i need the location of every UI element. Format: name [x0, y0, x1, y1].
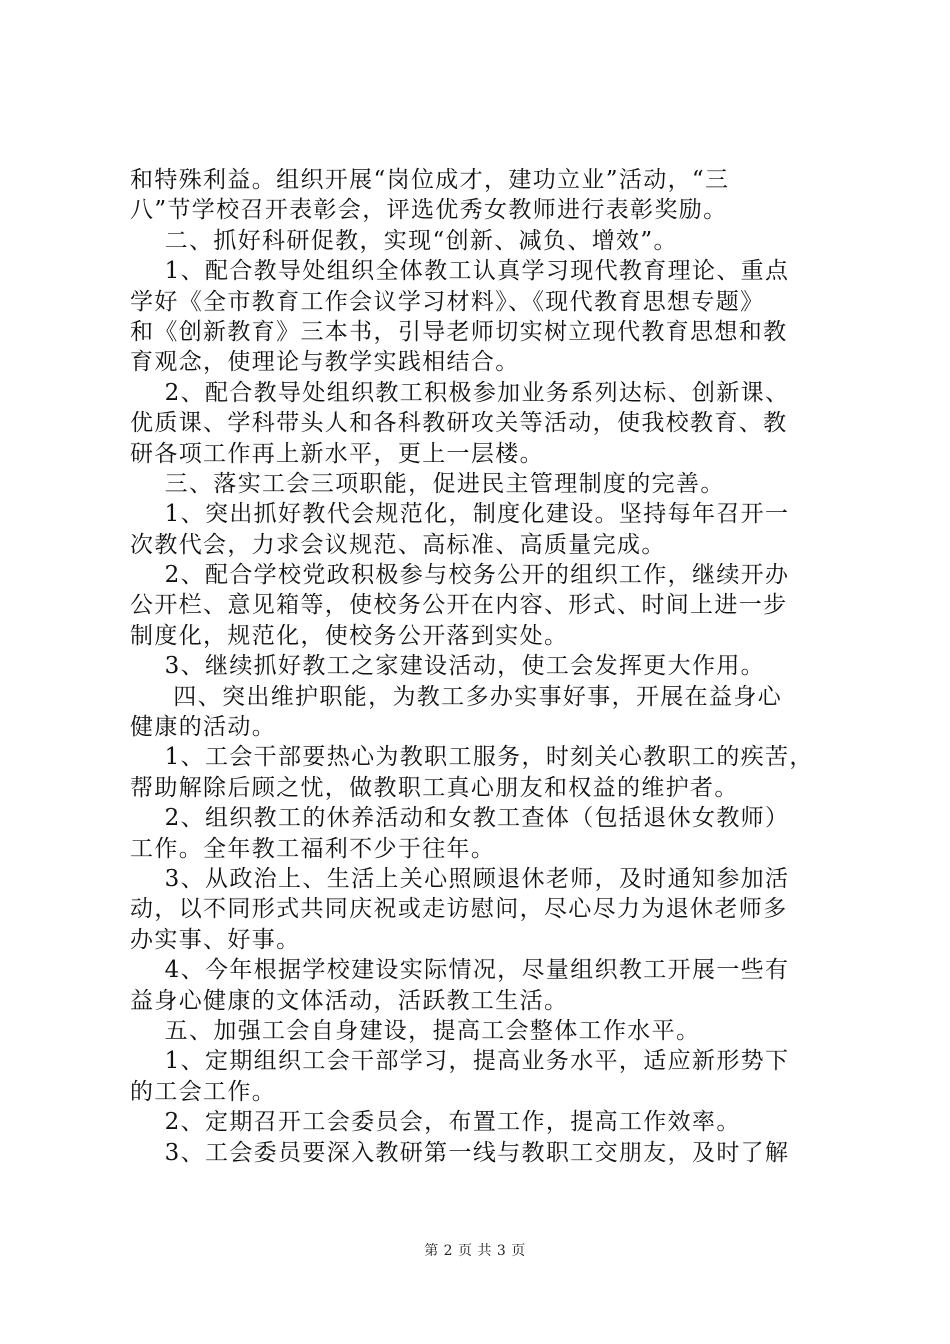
- text-line: 育观念，使理论与教学实践相结合。: [130, 349, 520, 376]
- text-line: 和《创新教育》三本书，引导老师切实树立现代教育思想和教: [130, 318, 788, 345]
- text-line: 二、抓好科研促教，实现“创新、减负、增效”。: [130, 227, 678, 254]
- text-line: 研各项工作再上新水平，更上一层楼。: [130, 440, 544, 467]
- text-line: 次教代会，力求会议规范、高标准、高质量完成。: [130, 531, 666, 558]
- text-line: 1、工会干部要热心为教职工服务，时刻关心教职工的疾苦，: [130, 744, 814, 771]
- text-line: 1、定期组织工会干部学习，提高业务水平，适应新形势下: [130, 1048, 790, 1075]
- text-line: 2、配合教导处组织教工积极参加业务系列达标、创新课、: [130, 379, 790, 406]
- text-line: 制度化，规范化，使校务公开落到实处。: [130, 622, 569, 649]
- text-line: 优质课、学科带头人和各科教研攻关等活动，使我校教育、教: [130, 410, 788, 437]
- text-line: 2、配合学校党政积极参与校务公开的组织工作，继续开办: [130, 562, 790, 589]
- text-line: 健康的活动。: [130, 714, 277, 741]
- text-line: 工作。全年教工福利不少于往年。: [130, 835, 496, 862]
- page-footer: 第 2 页 共 3 页: [424, 1243, 526, 1259]
- text-line: 4、今年根据学校建设实际情况，尽量组织教工开展一些有: [130, 957, 790, 984]
- document-body: [130, 165, 830, 1168]
- text-line: 八”节学校召开表彰会，评选优秀女教师进行表彰奖励。: [130, 197, 728, 224]
- text-line: 3、继续抓好教工之家建设活动，使工会发挥更大作用。: [130, 653, 766, 680]
- text-line: 动，以不同形式共同庆祝或走访慰问，尽心尽力为退休老师多: [130, 896, 788, 923]
- text-line: 的工会工作。: [130, 1078, 277, 1105]
- text-line: 帮助解除后顾之忧，做教职工真心朋友和权益的维护者。: [130, 774, 739, 801]
- text-line: 2、定期召开工会委员会，布置工作，提高工作效率。: [130, 1109, 741, 1136]
- text-line: 学好《全市教育工作会议学习材料》、《现代教育思想专题》: [130, 288, 765, 315]
- text-line: 1、突出抓好教代会规范化，制度化建设。坚持每年召开一: [130, 501, 790, 528]
- text-line: 2、组织教工的休养活动和女教工查体（包括退休女教师）: [130, 805, 790, 832]
- text-line: 三、落实工会三项职能，促进民主管理制度的完善。: [130, 470, 725, 497]
- text-line: 3、从政治上、生活上关心照顾退休老师，及时通知参加活: [130, 865, 790, 892]
- text-line: 四、突出维护职能，为教工多办实事好事，开展在益身心: [130, 683, 783, 710]
- text-line: 3、工会委员要深入教研第一线与教职工交朋友，及时了解: [130, 1139, 790, 1166]
- text-line: 和特殊利益。组织开展“岗位成才，建功立业”活动，“三: [130, 167, 730, 193]
- text-line: 1、配合教导处组织全体教工认真学习现代教育理论、重点: [130, 258, 790, 285]
- text-line: 公开栏、意见箱等，使校务公开在内容、形式、时间上进一步: [130, 592, 788, 619]
- text-line: 办实事、好事。: [130, 926, 301, 953]
- text-line: 五、加强工会自身建设，提高工会整体工作水平。: [130, 1017, 701, 1044]
- text-line: 益身心健康的文体活动，活跃教工生活。: [130, 987, 569, 1014]
